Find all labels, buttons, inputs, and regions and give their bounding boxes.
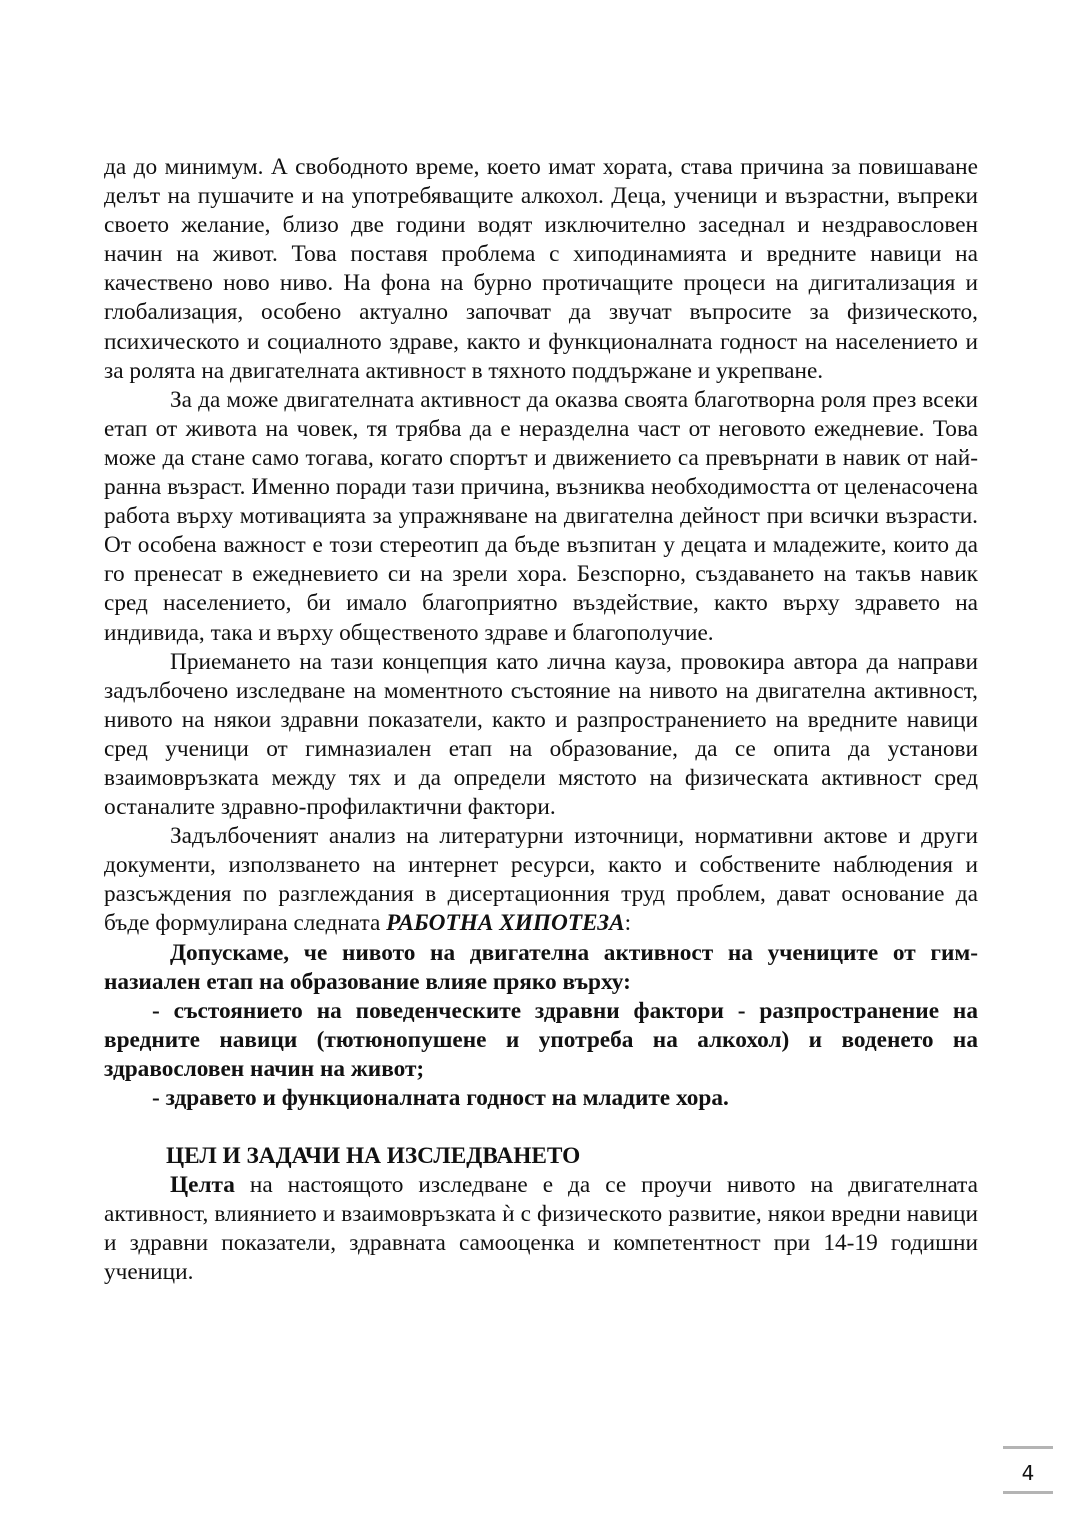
hypothesis-list-item: - здравето и функционалната годност на младите хора. (152, 1085, 729, 1111)
hypothesis-list-item: - състоянието на поведенческите здравни фактори - разпространение на вредните навици (тютюнопушене и употреба на алкохол) и воденето на здравословен начин на живот; (104, 997, 978, 1082)
hypothesis-statement: Допускаме, че нивото на двигателна активност на учениците от гимназиален етап на образование влияе пряко върху: (104, 939, 978, 995)
paragraph-motor-activity: За да може двигателната активност да оказва своята благотворна роля през всеки етап от живота на човек, тя трябва да е неразделна част от неговото ежедневие. Това може да стане само тогава, когато спортът и движението са превърнати в навик от най-ранна възраст. Именно поради тази причина, възниква необходимостта от целенасочена работа върху мотивацията за упражняване на двигателна дейност при всички възрасти. От особена важност е този стереотип да бъде възпитан у децата и младежите, които да го пренесат в ежедневието си на зрели хора. Безспорно, създаването на такъв навик сред населението, би имало благоприятно въздействие, както върху здравето на индивида, така и върху общественото здраве и благополучие. (104, 386, 978, 646)
paragraph-analysis (104, 822, 978, 938)
page-number: 4 (1021, 1461, 1035, 1485)
paragraph-concept: Приемането на тази концепция като лична кауза, провокира автора да направи задълбочено изследване на моментното състояние на нивото на двигателна активност, нивото на някои здравни показатели, както и разпространението на вредните навици сред ученици от гимназиален етап на образование, да се опита да установи взаимовръзката между тях и да определи мястото на физическата активност сред останалите здравно-профилактични фактори. (104, 648, 978, 821)
paragraph-goal (104, 1171, 978, 1287)
analysis-colon: : (624, 910, 632, 937)
working-hypothesis-emphasis: РАБОТНА ХИПОТЕЗА (386, 910, 625, 937)
footer-rule-top (1003, 1446, 1053, 1449)
footer-rule-bottom (1003, 1491, 1053, 1494)
analysis-text: Задълбоченият анализ на литературни източници, нормативни актове и други документи, използването на интернет ресурси, както и собствените наблюдения и разсъждения по разглеждания в дисертационния труд проблем, дават основание да бъде формулирана следната (104, 823, 978, 937)
goal-text: на настоящото изследване е да се проучи нивото на двигателната активност, влиянието и взаимовръзката ѝ с физическото развитие, някои вредни навици и здравни показатели, здравната самооценка и компетентност при 14-19 годишни ученици. (104, 1172, 978, 1286)
goal-lead: Целта (170, 1172, 235, 1199)
section-heading: ЦЕЛ И ЗАДАЧИ НА ИЗСЛЕДВАНЕТО (166, 1143, 581, 1170)
paragraph-continuation: да до минимум. А свободното време, което имат хората, става причина за повишаване делът на пушачите и на употребяващите алкохол. Деца, ученици и възрастни, въпреки своето желание, близо две години водят изключително заседнал и нездравословен начин на живот. Това поставя проблема с хиподинамията и вредните навици на качествено ново ниво. На фона на бурно протичащите процеси на дигитализация и глобализация, особено актуално започват да звучат въпросите за физическото, психическото и социалното здраве, както и функционалната годност на населението и за ролята на двигателната активност в тяхното поддържане и укрепване. (104, 154, 978, 384)
document-body (104, 153, 978, 1288)
